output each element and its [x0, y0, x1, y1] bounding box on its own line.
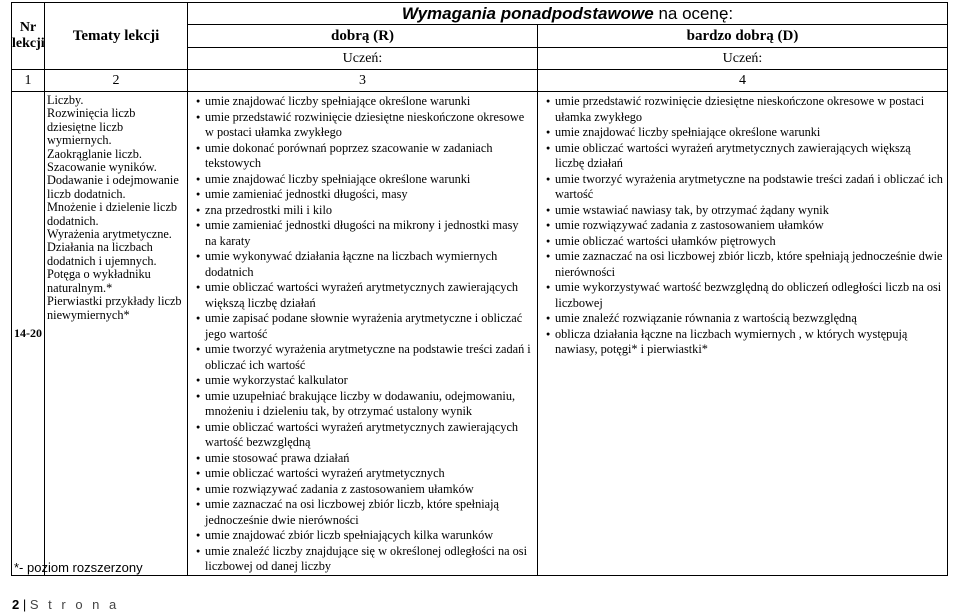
- col-number-3: 3: [188, 70, 538, 92]
- good-requirements-list: [188, 92, 537, 575]
- requirement-item: ● umie zamieniać jednostki długości na mikrony i jednostki masy na karaty: [196, 218, 533, 249]
- requirement-item: ● umie znajdować liczby spełniające określone warunki: [546, 125, 943, 141]
- requirement-item: ● umie znajdować zbiór liczb spełniających kilka warunków: [196, 528, 533, 544]
- topics-cell: [45, 92, 188, 576]
- header-level-very-good: bardzo dobrą (D): [538, 25, 948, 48]
- requirement-item: ● oblicza działania łączne na liczbach wymiernych , w których występują nawiasy, potęgi* i pierwiastki*: [546, 327, 943, 358]
- requirement-item: ● umie zaznaczać na osi liczbowej zbiór liczb, które spełniają jednocześnie dwie nierówności: [196, 497, 533, 528]
- requirements-suffix: na ocenę:: [658, 3, 734, 23]
- requirement-item: ● umie zamieniać jednostki długości, masy: [196, 187, 533, 203]
- requirement-item: ● umie przedstawić rozwinięcie dziesiętne nieskończone okresowe w postaci ułamka zwykłego: [546, 94, 943, 125]
- topic-item: Rozwinięcia liczb dziesiętne liczb wymiernych.: [47, 106, 136, 148]
- topic-item: Potęga o wykładniku naturalnym.*: [47, 267, 151, 295]
- topic-item: Zaokrąglanie liczb.: [47, 146, 142, 161]
- topic-item: Liczby.: [47, 93, 84, 107]
- requirement-item: ● zna przedrostki mili i kilo: [196, 203, 533, 219]
- topic-item: Szacowanie wyników.: [47, 160, 157, 175]
- topic-item: Działania na liczbach dodatnich i ujemnych.: [47, 240, 157, 268]
- page-separator: |: [22, 597, 27, 612]
- requirement-item: ● umie wykorzystywać wartość bezwzględną do obliczeń odległości liczb na osi liczbowej: [546, 280, 943, 311]
- requirement-item: ● umie znaleźć liczby znajdujące się w określonej odległości na osi liczbowej od danej liczby: [196, 544, 533, 575]
- header-student-good: Uczeń:: [188, 48, 538, 70]
- requirement-item: ● umie obliczać wartości wyrażeń arytmetycznych zawierających wartość bezwzględną: [196, 420, 533, 451]
- requirements-table: [11, 2, 948, 576]
- topic-item: Dodawanie i odejmowanie liczb dodatnich.: [47, 173, 179, 201]
- col-number-1: 1: [12, 70, 45, 92]
- col-number-4: 4: [538, 70, 948, 92]
- requirement-item: ● umie tworzyć wyrażenia arytmetyczne na podstawie treści zadań i obliczać ich wartość: [546, 172, 943, 203]
- page-number: 2: [12, 597, 20, 612]
- page-label: S t r o n a: [29, 597, 120, 612]
- requirement-item: ● umie dokonać porównań poprzez szacowanie w zadaniach tekstowych: [196, 141, 533, 172]
- requirement-item: ● umie obliczać wartości wyrażeń arytmetycznych zawierających większą liczbę działań: [546, 141, 943, 172]
- requirement-item: ● umie rozwiązywać zadania z zastosowaniem ułamków: [546, 218, 943, 234]
- requirement-item: ● umie obliczać wartości ułamków piętrowych: [546, 234, 943, 250]
- col-number-2: 2: [45, 70, 188, 92]
- requirement-item: ● umie wykorzystać kalkulator: [196, 373, 533, 389]
- header-student-very-good: Uczeń:: [538, 48, 948, 70]
- requirement-item: ● umie rozwiązywać zadania z zastosowaniem ułamków: [196, 482, 533, 498]
- requirement-item: ● umie wstawiać nawiasy tak, by otrzymać żądany wynik: [546, 203, 943, 219]
- requirement-item: ● umie zaznaczać na osi liczbowej zbiór liczb, które spełniają jednocześnie dwie nierówności: [546, 249, 943, 280]
- lesson-id: 14-20: [12, 92, 45, 576]
- header-topics: Tematy lekcji: [45, 3, 188, 70]
- page-footer: [12, 597, 119, 612]
- very-good-requirements-cell: [538, 92, 948, 576]
- requirement-item: ● umie tworzyć wyrażenia arytmetyczne na podstawie treści zadań i obliczać ich wartość: [196, 342, 533, 373]
- requirements-title: Wymagania ponadpodstawowe: [401, 3, 654, 23]
- good-requirements-cell: [188, 92, 538, 576]
- requirement-item: ● umie wykonywać działania łączne na liczbach wymiernych dodatnich: [196, 249, 533, 280]
- very-good-requirements-list: [538, 92, 947, 358]
- requirement-item: ● umie znaleźć rozwiązanie równania z wartością bezwzględną: [546, 311, 943, 327]
- header-level-good: dobrą (R): [188, 25, 538, 48]
- header-requirements: [188, 3, 948, 25]
- requirement-item: ● umie zapisać podane słownie wyrażenia arytmetyczne i obliczać jego wartość: [196, 311, 533, 342]
- topic-item: Wyrażenia arytmetyczne.: [47, 227, 172, 242]
- requirement-item: ● umie przedstawić rozwinięcie dziesiętne nieskończone okresowe w postaci ułamka zwykłego: [196, 110, 533, 141]
- topic-item: Pierwiastki przykłady liczb niewymiernych*: [47, 294, 182, 322]
- requirement-item: ● umie znajdować liczby spełniające określone warunki: [196, 94, 533, 110]
- requirement-item: ● umie znajdować liczby spełniające określone warunki: [196, 172, 533, 188]
- requirement-item: ● umie obliczać wartości wyrażeń arytmetycznych zawierających większą liczbę działań: [196, 280, 533, 311]
- requirement-item: ● umie obliczać wartości wyrażeń arytmetycznych: [196, 466, 533, 482]
- requirement-item: ● umie uzupełniać brakujące liczby w dodawaniu, odejmowaniu, mnożeniu i dzieleniu tak, by otrzymać ustalony wynik: [196, 389, 533, 420]
- requirement-item: ● umie stosować prawa działań: [196, 451, 533, 467]
- topic-item: Mnożenie i dzielenie liczb dodatnich.: [47, 200, 178, 228]
- header-nr: Nr lekcji: [12, 3, 45, 70]
- footnote: *- poziom rozszerzony: [14, 560, 143, 575]
